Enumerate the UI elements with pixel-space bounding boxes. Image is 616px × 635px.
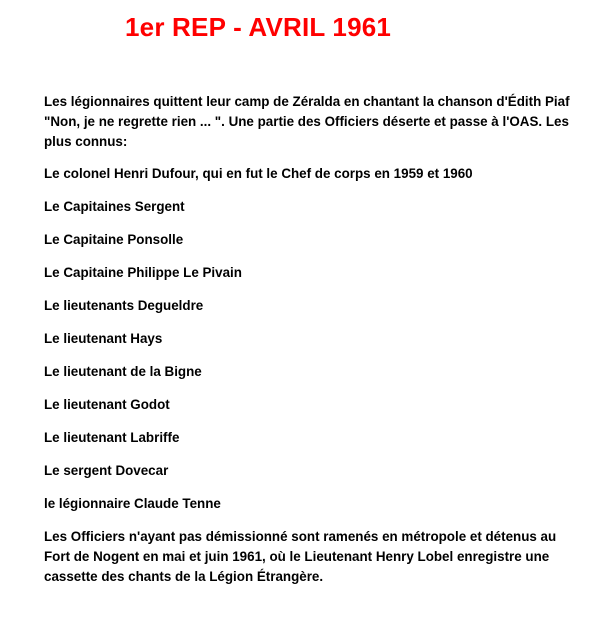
page-title: 1er REP - AVRIL 1961 <box>125 12 392 42</box>
officer-item: Le colonel Henri Dufour, qui en fut le Chef de corps en 1959 et 1960 <box>44 166 473 181</box>
officer-item: Le sergent Dovecar <box>44 463 169 478</box>
officer-item: Le lieutenant de la Bigne <box>44 364 202 379</box>
officer-item: le légionnaire Claude Tenne <box>44 496 221 511</box>
officer-list <box>44 164 574 514</box>
officer-item: Le Capitaine Ponsolle <box>44 232 184 247</box>
officer-item: Le Capitaines Sergent <box>44 199 185 214</box>
closing-paragraph: Les Officiers n'ayant pas démissionné sont ramenés en métropole et détenus au Fort de Nogent en mai et juin 1961, où le Lieutenant Henry Lobel enregistre une cassette des chants de la Légion Étrangère. <box>44 529 557 584</box>
intro-paragraph: Les légionnaires quittent leur camp de Zéralda en chantant la chanson d'Édith Piaf "Non, je ne regrette rien ... ". Une partie des Officiers déserte et passe à l'OAS. Les plus connus: <box>44 94 570 149</box>
officer-item: Le lieutenant Labriffe <box>44 430 180 445</box>
officer-item: Le lieutenants Degueldre <box>44 298 204 313</box>
officer-item: Le lieutenant Hays <box>44 331 163 346</box>
officer-item: Le lieutenant Godot <box>44 397 170 412</box>
document-body <box>44 92 574 587</box>
officer-item: Le Capitaine Philippe Le Pivain <box>44 265 242 280</box>
